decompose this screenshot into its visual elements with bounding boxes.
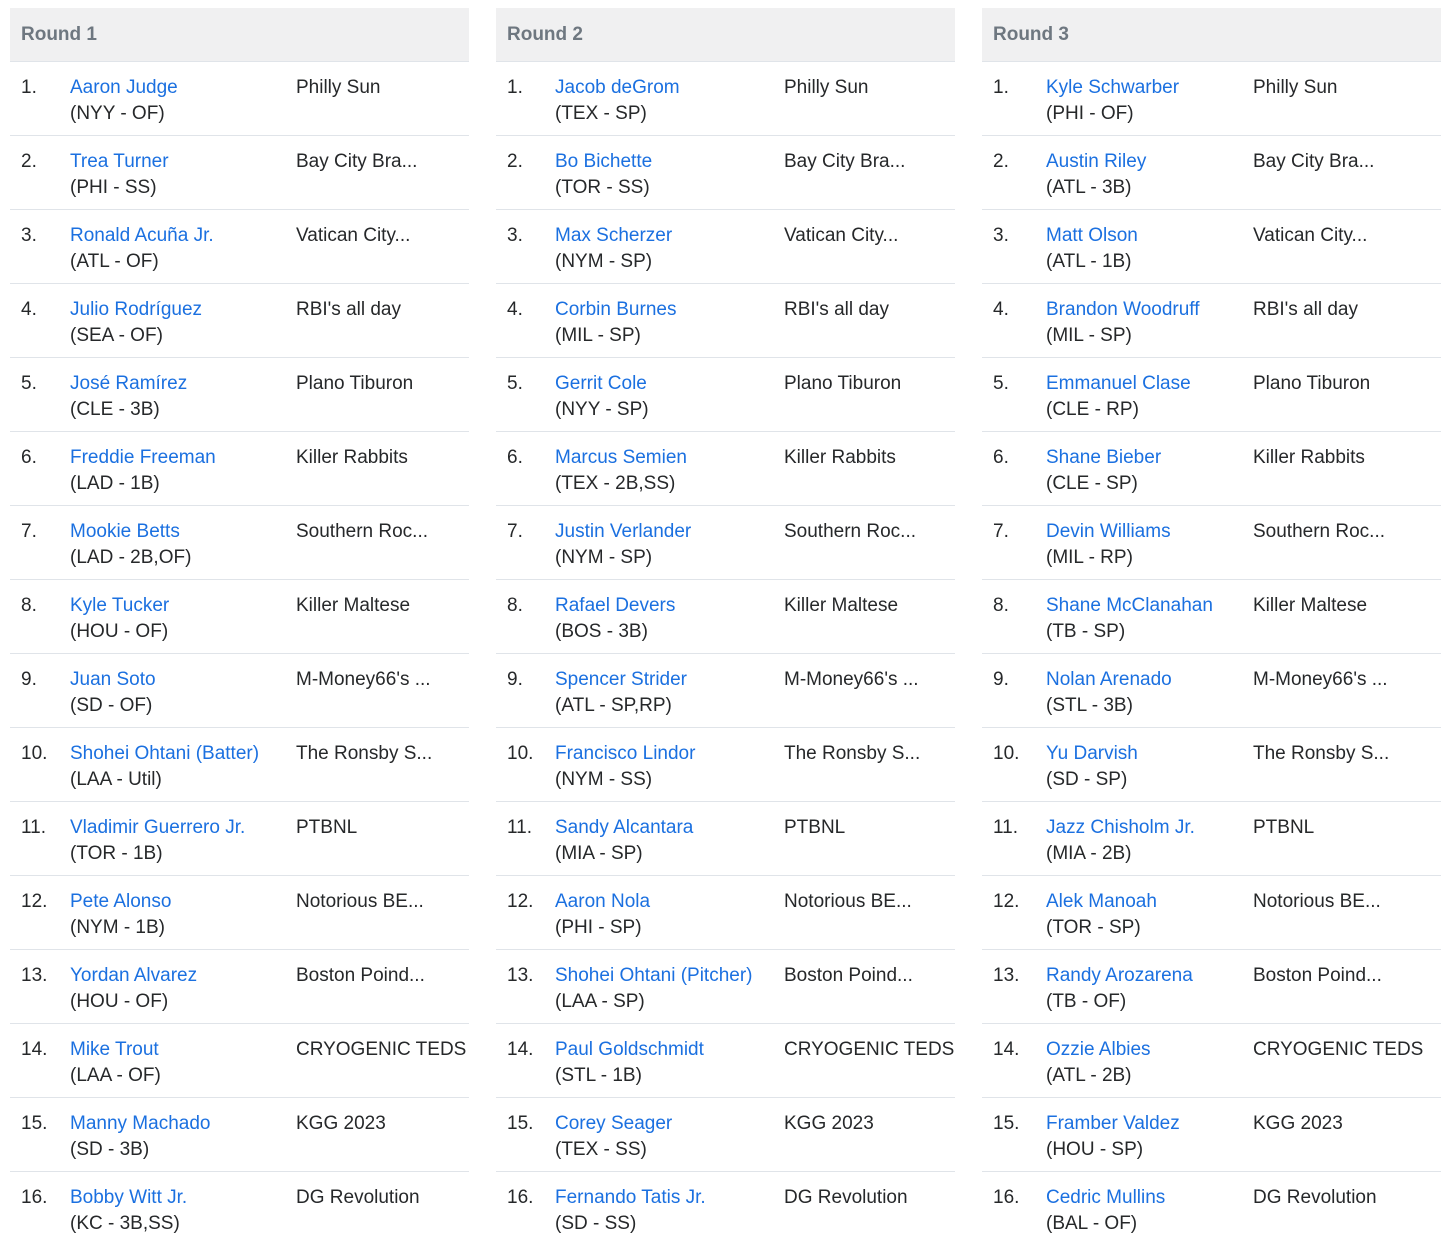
fantasy-team-name: Boston Poind... <box>1253 965 1382 986</box>
fantasy-team-name: Notorious BE... <box>1253 891 1381 912</box>
player-team-position: (TOR - SS) <box>555 177 650 198</box>
player-team-position: (LAD - 2B,OF) <box>70 547 192 568</box>
pick-row <box>982 1172 1441 1246</box>
player-cell <box>555 149 652 201</box>
pick-number: 12. <box>507 891 534 912</box>
player-name-link[interactable]: Randy Arozarena <box>1046 965 1193 986</box>
pick-number: 5. <box>507 373 523 394</box>
player-name-link[interactable]: Ronald Acuña Jr. <box>70 225 214 246</box>
player-team-position: (STL - 3B) <box>1046 695 1133 716</box>
fantasy-team-name: Plano Tiburon <box>296 373 414 394</box>
fantasy-team-name: RBI's all day <box>784 299 890 320</box>
pick-row <box>10 950 469 1024</box>
player-team-position: (PHI - SP) <box>555 917 642 938</box>
fantasy-team-name: Killer Rabbits <box>1253 447 1365 468</box>
player-cell <box>1046 1111 1180 1163</box>
fantasy-team-name: DG Revolution <box>296 1187 420 1208</box>
player-team-position: (BAL - OF) <box>1046 1213 1138 1234</box>
pick-row <box>10 802 469 876</box>
pick-number: 5. <box>993 373 1009 394</box>
pick-row <box>982 802 1441 876</box>
pick-number: 13. <box>993 965 1020 986</box>
fantasy-team-name: Vatican City... <box>296 225 411 246</box>
pick-number: 12. <box>21 891 48 912</box>
pick-row <box>10 876 469 950</box>
player-name-link[interactable]: Jazz Chisholm Jr. <box>1046 817 1195 838</box>
pick-row <box>496 876 955 950</box>
round-1-table <box>10 8 469 1246</box>
player-name-link[interactable]: Fernando Tatis Jr. <box>555 1187 706 1208</box>
pick-number: 9. <box>21 669 37 690</box>
fantasy-team-name: The Ronsby S... <box>296 743 433 764</box>
fantasy-team-name: KGG 2023 <box>1253 1113 1343 1134</box>
player-team-position: (LAA - Util) <box>70 769 162 790</box>
round-header: Round 1 <box>10 8 469 62</box>
pick-number: 5. <box>21 373 37 394</box>
round-3-table <box>982 8 1441 1246</box>
player-team-position: (NYY - OF) <box>70 103 165 124</box>
player-cell <box>70 223 214 275</box>
player-team-position: (LAA - SP) <box>555 991 645 1012</box>
player-team-position: (ATL - 1B) <box>1046 251 1132 272</box>
pick-row <box>10 580 469 654</box>
player-name-link[interactable]: Ozzie Albies <box>1046 1039 1151 1060</box>
player-team-position: (NYY - SP) <box>555 399 649 420</box>
player-name-link[interactable]: Bo Bichette <box>555 151 653 172</box>
pick-row <box>496 136 955 210</box>
pick-number: 4. <box>507 299 523 320</box>
pick-number: 6. <box>507 447 523 468</box>
fantasy-team-name: Killer Rabbits <box>784 447 896 468</box>
player-team-position: (SD - SP) <box>1046 769 1128 790</box>
player-name-link[interactable]: Framber Valdez <box>1046 1113 1180 1134</box>
pick-number: 3. <box>507 225 523 246</box>
player-team-position: (MIL - RP) <box>1046 547 1133 568</box>
fantasy-team-name: M-Money66's ... <box>1253 669 1388 690</box>
fantasy-team-name: KGG 2023 <box>784 1113 874 1134</box>
pick-row <box>982 62 1441 136</box>
player-team-position: (MIA - 2B) <box>1046 843 1132 864</box>
pick-row <box>10 728 469 802</box>
player-name-link[interactable]: Mike Trout <box>70 1039 159 1060</box>
player-team-position: (SD - SS) <box>555 1213 637 1234</box>
fantasy-team-name: Killer Maltese <box>784 595 899 616</box>
player-cell <box>555 1185 706 1237</box>
player-cell <box>1046 445 1161 497</box>
pick-number: 7. <box>507 521 523 542</box>
player-name-link[interactable]: Manny Machado <box>70 1113 211 1134</box>
player-cell <box>555 445 687 497</box>
pick-row <box>982 728 1441 802</box>
pick-number: 7. <box>21 521 37 542</box>
pick-number: 15. <box>507 1113 534 1134</box>
player-team-position: (LAD - 1B) <box>70 473 160 494</box>
player-team-position: (NYM - SP) <box>555 547 653 568</box>
fantasy-team-name: Plano Tiburon <box>784 373 902 394</box>
pick-row <box>982 136 1441 210</box>
player-name-link[interactable]: Spencer Strider <box>555 669 688 690</box>
round-header: Round 2 <box>496 8 955 62</box>
player-team-position: (HOU - OF) <box>70 991 169 1012</box>
player-team-position: (MIA - SP) <box>555 843 643 864</box>
player-team-position: (ATL - 3B) <box>1046 177 1132 198</box>
player-name-link[interactable]: Cedric Mullins <box>1046 1187 1166 1208</box>
player-name-link[interactable]: José Ramírez <box>70 373 188 394</box>
player-name-link[interactable]: Justin Verlander <box>555 521 692 542</box>
pick-number: 14. <box>21 1039 48 1060</box>
pick-row <box>10 654 469 728</box>
pick-row <box>496 654 955 728</box>
player-name-link[interactable]: Shane McClanahan <box>1046 595 1213 616</box>
pick-row <box>982 1024 1441 1098</box>
player-name-link[interactable]: Aaron Nola <box>555 891 651 912</box>
fantasy-team-name: CRYOGENIC TEDS <box>1253 1039 1424 1060</box>
pick-row <box>10 506 469 580</box>
player-team-position: (TOR - SP) <box>1046 917 1141 938</box>
player-cell <box>555 1111 672 1163</box>
player-team-position: (TOR - 1B) <box>70 843 163 864</box>
fantasy-team-name: The Ronsby S... <box>1253 743 1390 764</box>
pick-row <box>496 580 955 654</box>
pick-row <box>10 358 469 432</box>
pick-number: 13. <box>21 965 48 986</box>
player-team-position: (PHI - OF) <box>1046 103 1134 124</box>
pick-number: 9. <box>993 669 1009 690</box>
pick-row <box>982 876 1441 950</box>
pick-row <box>10 136 469 210</box>
player-team-position: (ATL - 2B) <box>1046 1065 1132 1086</box>
player-cell <box>70 297 202 349</box>
player-cell <box>1046 593 1213 645</box>
pick-row <box>496 284 955 358</box>
fantasy-team-name: RBI's all day <box>296 299 402 320</box>
pick-number: 2. <box>507 151 523 172</box>
fantasy-team-name: Philly Sun <box>784 77 869 98</box>
pick-number: 13. <box>507 965 534 986</box>
player-cell <box>1046 741 1138 793</box>
player-cell <box>555 889 650 941</box>
pick-row <box>982 210 1441 284</box>
player-name-link[interactable]: Shohei Ohtani (Batter) <box>70 743 260 764</box>
player-name-link[interactable]: Vladimir Guerrero Jr. <box>70 817 246 838</box>
player-cell <box>1046 1185 1165 1237</box>
pick-row <box>496 210 955 284</box>
fantasy-team-name: DG Revolution <box>1253 1187 1377 1208</box>
pick-number: 9. <box>507 669 523 690</box>
player-team-position: (TEX - 2B,SS) <box>555 473 676 494</box>
fantasy-team-name: M-Money66's ... <box>296 669 431 690</box>
player-name-link[interactable]: Devin Williams <box>1046 521 1171 542</box>
player-name-link[interactable]: Nolan Arenado <box>1046 669 1172 690</box>
fantasy-team-name: Killer Rabbits <box>296 447 408 468</box>
pick-row <box>496 358 955 432</box>
pick-row <box>496 62 955 136</box>
pick-row <box>496 728 955 802</box>
player-cell <box>1046 149 1146 201</box>
pick-row <box>10 210 469 284</box>
player-name-link[interactable]: Paul Goldschmidt <box>555 1039 704 1060</box>
pick-number: 16. <box>507 1187 534 1208</box>
player-cell <box>70 149 169 201</box>
pick-row <box>10 1024 469 1098</box>
pick-row <box>496 506 955 580</box>
pick-row <box>10 284 469 358</box>
player-name-link[interactable]: Max Scherzer <box>555 225 673 246</box>
fantasy-team-name: Bay City Bra... <box>784 151 906 172</box>
pick-row <box>496 432 955 506</box>
player-cell <box>555 371 649 423</box>
fantasy-team-name: Boston Poind... <box>784 965 913 986</box>
pick-number: 1. <box>993 77 1009 98</box>
pick-row <box>496 1024 955 1098</box>
fantasy-team-name: Southern Roc... <box>296 521 429 542</box>
fantasy-team-name: CRYOGENIC TEDS <box>296 1039 467 1060</box>
pick-number: 15. <box>993 1113 1020 1134</box>
player-name-link[interactable]: Pete Alonso <box>70 891 172 912</box>
pick-number: 15. <box>21 1113 48 1134</box>
player-name-link[interactable]: Sandy Alcantara <box>555 817 694 838</box>
player-cell <box>70 445 216 497</box>
player-cell <box>70 1037 161 1089</box>
player-team-position: (TEX - SP) <box>555 103 647 124</box>
player-cell <box>1046 1037 1151 1089</box>
fantasy-team-name: PTBNL <box>296 817 358 838</box>
player-team-position: (HOU - SP) <box>1046 1139 1144 1160</box>
pick-number: 11. <box>993 817 1019 838</box>
player-team-position: (NYM - 1B) <box>70 917 165 938</box>
player-cell <box>555 75 680 127</box>
player-name-link[interactable]: Freddie Freeman <box>70 447 216 468</box>
player-cell <box>1046 223 1138 275</box>
player-cell <box>1046 297 1200 349</box>
fantasy-team-name: M-Money66's ... <box>784 669 919 690</box>
player-team-position: (LAA - OF) <box>70 1065 161 1086</box>
player-name-link[interactable]: Aaron Judge <box>70 77 178 98</box>
player-team-position: (TEX - SS) <box>555 1139 647 1160</box>
player-name-link[interactable]: Emmanuel Clase <box>1046 373 1191 394</box>
player-team-position: (NYM - SS) <box>555 769 653 790</box>
player-name-link[interactable]: Kyle Schwarber <box>1046 77 1180 98</box>
pick-number: 8. <box>507 595 523 616</box>
fantasy-team-name: Boston Poind... <box>296 965 425 986</box>
player-name-link[interactable]: Brandon Woodruff <box>1046 299 1200 320</box>
player-name-link[interactable]: Shane Bieber <box>1046 447 1162 468</box>
player-team-position: (CLE - RP) <box>1046 399 1139 420</box>
player-cell <box>555 519 691 571</box>
fantasy-team-name: The Ronsby S... <box>784 743 921 764</box>
pick-number: 8. <box>21 595 37 616</box>
player-cell <box>70 1111 210 1163</box>
player-name-link[interactable]: Alek Manoah <box>1046 891 1157 912</box>
pick-number: 4. <box>21 299 37 320</box>
pick-number: 11. <box>507 817 533 838</box>
pick-row <box>10 62 469 136</box>
round-2-table <box>496 8 955 1246</box>
player-cell <box>555 593 675 645</box>
pick-number: 3. <box>993 225 1009 246</box>
player-cell <box>70 371 187 423</box>
pick-number: 8. <box>993 595 1009 616</box>
fantasy-team-name: Bay City Bra... <box>1253 151 1375 172</box>
player-name-link[interactable]: Jacob deGrom <box>555 77 680 98</box>
player-name-link[interactable]: Bobby Witt Jr. <box>70 1187 188 1208</box>
player-team-position: (ATL - SP,RP) <box>555 695 672 716</box>
player-cell <box>555 667 687 719</box>
fantasy-team-name: Killer Maltese <box>296 595 411 616</box>
pick-number: 1. <box>21 77 37 98</box>
pick-row <box>496 1098 955 1172</box>
fantasy-team-name: PTBNL <box>784 817 846 838</box>
pick-number: 16. <box>21 1187 48 1208</box>
player-name-link[interactable]: Juan Soto <box>70 669 156 690</box>
player-cell <box>70 963 197 1015</box>
pick-number: 10. <box>993 743 1020 764</box>
pick-number: 10. <box>21 743 48 764</box>
player-cell <box>70 519 191 571</box>
player-cell <box>70 75 178 127</box>
player-team-position: (CLE - SP) <box>1046 473 1138 494</box>
pick-row <box>982 580 1441 654</box>
fantasy-team-name: Philly Sun <box>1253 77 1338 98</box>
player-cell <box>70 1185 187 1237</box>
fantasy-team-name: Killer Maltese <box>1253 595 1368 616</box>
player-team-position: (BOS - 3B) <box>555 621 648 642</box>
player-name-link[interactable]: Matt Olson <box>1046 225 1138 246</box>
player-team-position: (SD - 3B) <box>70 1139 150 1160</box>
player-team-position: (NYM - SP) <box>555 251 653 272</box>
pick-row <box>982 654 1441 728</box>
fantasy-team-name: Bay City Bra... <box>296 151 418 172</box>
pick-row <box>982 358 1441 432</box>
fantasy-team-name: KGG 2023 <box>296 1113 386 1134</box>
fantasy-team-name: PTBNL <box>1253 817 1315 838</box>
pick-row <box>496 1172 955 1246</box>
player-cell <box>555 741 695 793</box>
pick-number: 14. <box>993 1039 1020 1060</box>
pick-number: 16. <box>993 1187 1020 1208</box>
player-name-link[interactable]: Kyle Tucker <box>70 595 170 616</box>
player-cell <box>70 667 156 719</box>
player-cell <box>1046 963 1193 1015</box>
player-name-link[interactable]: Julio Rodríguez <box>70 299 203 320</box>
fantasy-team-name: DG Revolution <box>784 1187 908 1208</box>
pick-row <box>982 284 1441 358</box>
player-team-position: (SD - OF) <box>70 695 153 716</box>
player-cell <box>555 223 672 275</box>
player-team-position: (CLE - 3B) <box>70 399 160 420</box>
pick-row <box>10 1098 469 1172</box>
pick-number: 3. <box>21 225 37 246</box>
player-cell <box>1046 75 1179 127</box>
fantasy-team-name: Vatican City... <box>784 225 899 246</box>
player-cell <box>555 297 676 349</box>
pick-row <box>10 432 469 506</box>
player-cell <box>70 889 171 941</box>
player-name-link[interactable]: Trea Turner <box>70 151 169 172</box>
player-name-link[interactable]: Rafael Devers <box>555 595 676 616</box>
player-team-position: (TB - SP) <box>1046 621 1126 642</box>
pick-number: 4. <box>993 299 1009 320</box>
player-name-link[interactable]: Gerrit Cole <box>555 373 647 394</box>
pick-row <box>496 950 955 1024</box>
fantasy-team-name: Vatican City... <box>1253 225 1368 246</box>
player-cell <box>555 963 753 1015</box>
pick-row <box>982 1098 1441 1172</box>
fantasy-team-name: CRYOGENIC TEDS <box>784 1039 955 1060</box>
pick-number: 10. <box>507 743 534 764</box>
player-name-link[interactable]: Yu Darvish <box>1046 743 1138 764</box>
player-cell <box>1046 815 1195 867</box>
pick-number: 6. <box>21 447 37 468</box>
pick-number: 7. <box>993 521 1009 542</box>
player-cell <box>70 815 245 867</box>
fantasy-team-name: RBI's all day <box>1253 299 1359 320</box>
fantasy-team-name: Southern Roc... <box>1253 521 1386 542</box>
player-name-link[interactable]: Corey Seager <box>555 1113 673 1134</box>
player-cell <box>555 815 693 867</box>
pick-number: 2. <box>993 151 1009 172</box>
player-team-position: (MIL - SP) <box>555 325 641 346</box>
pick-number: 12. <box>993 891 1020 912</box>
pick-number: 11. <box>21 817 47 838</box>
pick-number: 2. <box>21 151 37 172</box>
player-name-link[interactable]: Marcus Semien <box>555 447 687 468</box>
pick-row <box>982 950 1441 1024</box>
pick-row <box>10 1172 469 1246</box>
player-team-position: (SEA - OF) <box>70 325 163 346</box>
player-team-position: (ATL - OF) <box>70 251 159 272</box>
pick-number: 14. <box>507 1039 534 1060</box>
player-name-link[interactable]: Yordan Alvarez <box>70 965 198 986</box>
player-cell <box>1046 371 1191 423</box>
player-name-link[interactable]: Francisco Lindor <box>555 743 696 764</box>
fantasy-team-name: Philly Sun <box>296 77 381 98</box>
pick-row <box>496 802 955 876</box>
fantasy-team-name: Plano Tiburon <box>1253 373 1371 394</box>
pick-row <box>982 506 1441 580</box>
player-team-position: (TB - OF) <box>1046 991 1127 1012</box>
fantasy-team-name: Southern Roc... <box>784 521 917 542</box>
player-name-link[interactable]: Austin Riley <box>1046 151 1147 172</box>
player-cell <box>1046 889 1157 941</box>
player-name-link[interactable]: Shohei Ohtani (Pitcher) <box>555 965 753 986</box>
player-cell <box>1046 667 1172 719</box>
pick-number: 6. <box>993 447 1009 468</box>
player-cell <box>555 1037 704 1089</box>
player-cell <box>1046 519 1171 571</box>
player-team-position: (MIL - SP) <box>1046 325 1132 346</box>
player-name-link[interactable]: Corbin Burnes <box>555 299 677 320</box>
fantasy-team-name: Notorious BE... <box>296 891 424 912</box>
player-team-position: (KC - 3B,SS) <box>70 1213 180 1234</box>
pick-number: 1. <box>507 77 523 98</box>
player-name-link[interactable]: Mookie Betts <box>70 521 180 542</box>
player-team-position: (HOU - OF) <box>70 621 169 642</box>
pick-row <box>982 432 1441 506</box>
player-cell <box>70 593 169 645</box>
round-header: Round 3 <box>982 8 1441 62</box>
player-team-position: (STL - 1B) <box>555 1065 642 1086</box>
player-team-position: (PHI - SS) <box>70 177 157 198</box>
player-cell <box>70 741 259 793</box>
fantasy-team-name: Notorious BE... <box>784 891 912 912</box>
